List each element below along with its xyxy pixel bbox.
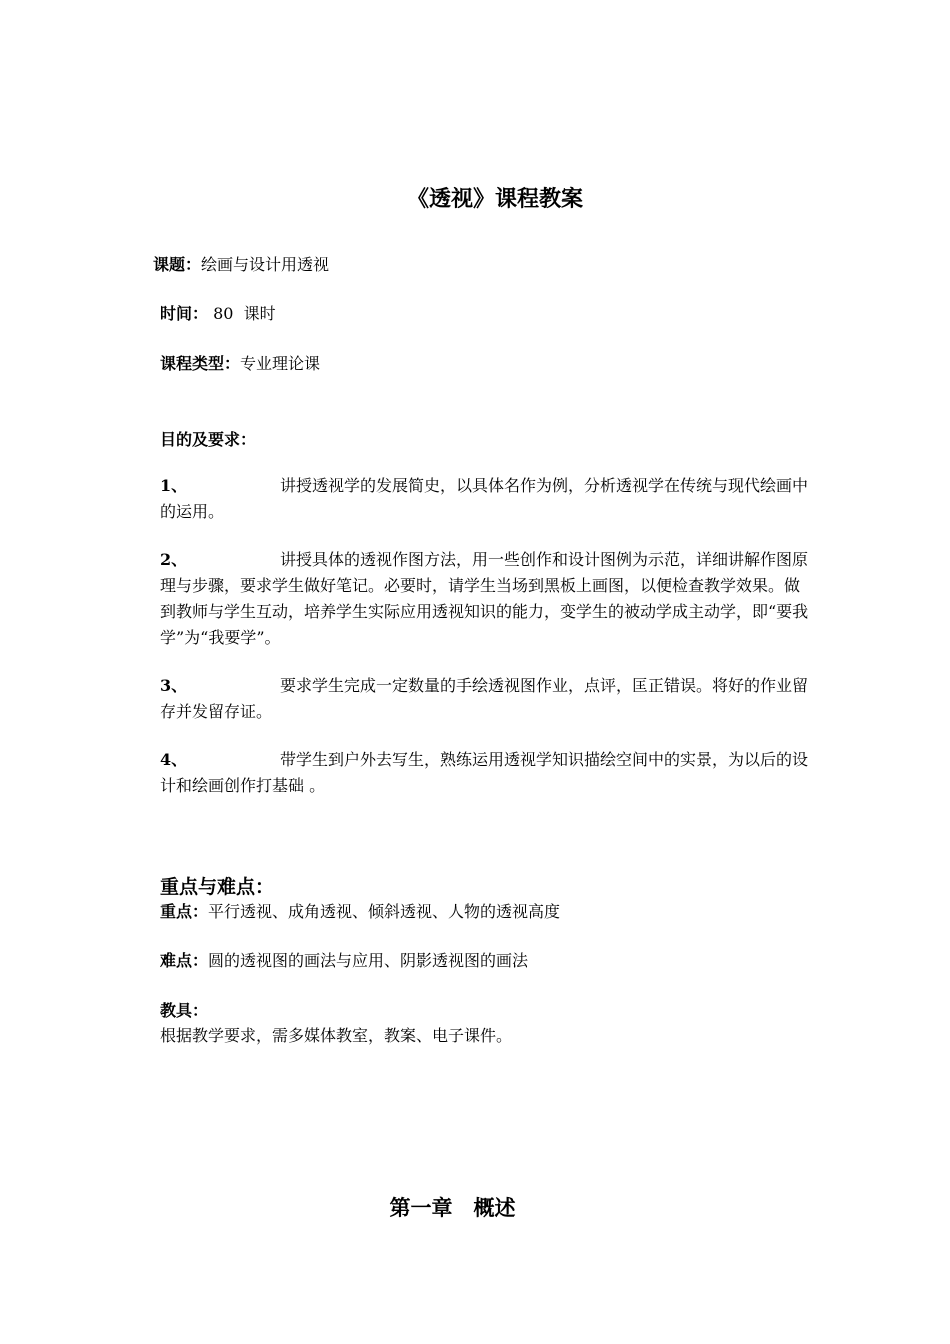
- course-type-field: [160, 351, 320, 374]
- focus-heading: 重点与难点：: [160, 876, 275, 898]
- topic-label: 课题：: [153, 255, 202, 274]
- tools-text: 根据教学要求，需多媒体教室，教案、电子课件。: [160, 1026, 513, 1045]
- objective-text: 讲授透视学的发展简史，以具体名作为例，分析透视学在传统与现代绘画中的运用。: [160, 476, 809, 521]
- objective-number: 4、: [160, 750, 188, 769]
- objective-number: 1、: [160, 476, 188, 495]
- objective-item-3: [160, 673, 810, 725]
- tools-heading: 教具：: [160, 1001, 209, 1020]
- chapter-title: 第一章 概述: [389, 1195, 516, 1220]
- difficulty-label: 难点：: [160, 951, 209, 970]
- topic-value: 绘画与设计用透视: [201, 255, 330, 274]
- objective-number: 2、: [160, 550, 188, 569]
- topic-field: [153, 252, 329, 275]
- objective-text: 要求学生完成一定数量的手绘透视图作业，点评，匡正错误。将好的作业留存并发留存证。: [160, 676, 809, 721]
- objective-number: 3、: [160, 676, 188, 695]
- focus-field: [160, 899, 560, 922]
- difficulty-value: 圆的透视图的画法与应用、阴影透视图的画法: [208, 951, 529, 970]
- objective-item-1: [160, 473, 810, 525]
- focus-value: 平行透视、成角透视、倾斜透视、人物的透视高度: [208, 902, 561, 921]
- objective-item-4: [160, 747, 810, 799]
- objective-text: 讲授具体的透视作图方法，用一些创作和设计图例为示范，详细讲解作图原理与步骤，要求学生做好笔记。必要时，请学生当场到黑板上画图，以便检查教学效果。做到教师与学生互动，培养学生实际应用透视知识的能力，变学生的被动学成主动学，即“要我学”为“我要学”。: [160, 550, 809, 647]
- time-value: 80 课时: [208, 304, 276, 323]
- time-label: 时间：: [160, 304, 209, 323]
- course-type-label: 课程类型：: [160, 354, 241, 373]
- focus-label: 重点：: [160, 902, 209, 921]
- objective-item-2: [160, 547, 810, 651]
- objective-text: 带学生到户外去写生，熟练运用透视学知识描绘空间中的实景，为以后的设计和绘画创作打基础 。: [160, 750, 809, 795]
- course-type-value: 专业理论课: [240, 354, 321, 373]
- document-title: 《透视》课程教案: [406, 186, 583, 212]
- difficulty-field: [160, 948, 528, 971]
- time-field: [160, 301, 276, 324]
- objectives-heading: 目的及要求：: [160, 430, 257, 449]
